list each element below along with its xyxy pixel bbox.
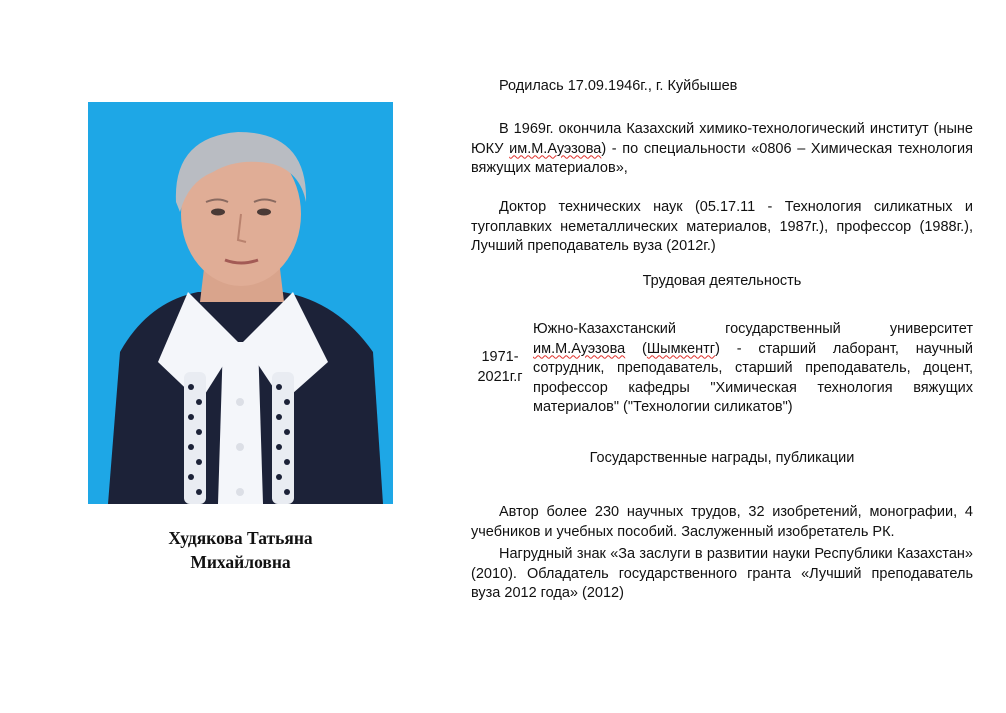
work-years bbox=[471, 348, 529, 387]
spellcheck-underlined-word: им.М.Ауэзова bbox=[533, 340, 626, 357]
work-description bbox=[533, 320, 973, 418]
birth-info: Родилась 17.09.1946г., г. Куйбышев bbox=[499, 78, 738, 94]
work-text-start: Южно-Казахстанский государственный университет bbox=[533, 321, 973, 337]
badges-info: Нагрудный знак «За заслуги в развитии науки Республики Казахстан» (2010). Обладатель государственного гранта «Лучший преподаватель вуза 2012 года» (2012) bbox=[471, 546, 973, 601]
education-text-start: В 1969г. окончила Казахский химико-технологический институт (ныне ЮКУ bbox=[471, 121, 973, 157]
work-years-end: 2021г.г bbox=[477, 368, 523, 385]
person-name-line2: Михайловна bbox=[190, 552, 291, 572]
education-info bbox=[471, 120, 973, 179]
portrait-photo bbox=[88, 102, 393, 504]
work-years-start: 1971- bbox=[481, 349, 519, 365]
education-text-end: ) - по специальности «0806 – Химическая технология вяжущих материалов», bbox=[471, 140, 974, 176]
spellcheck-underlined-word: им.М.Ауэзова bbox=[509, 140, 602, 157]
awards-heading: Государственные награды, публикации bbox=[589, 450, 855, 466]
portrait-illustration bbox=[88, 102, 393, 504]
person-name bbox=[88, 526, 393, 574]
work-text-end: ) - старший лаборант, научный сотрудник, преподаватель, старший преподаватель, доцент, профессор кафедры "Химическая технология вяжущих материалов" ("Технологии силикатов") bbox=[533, 340, 974, 415]
person-name-line1: Худякова Татьяна bbox=[168, 528, 313, 548]
work-entry bbox=[471, 318, 973, 428]
work-heading: Трудовая деятельность bbox=[642, 273, 802, 289]
spellcheck-underlined-word: Шымкентг bbox=[646, 340, 716, 357]
work-text-mid: ( bbox=[625, 340, 647, 357]
degree-info: Доктор технических наук (05.17.11 - Технология силикатных и тугоплавких неметаллических материалов, 1987г.), профессор (1988г.), Лучший преподаватель вуза (2012г.) bbox=[471, 199, 973, 254]
publications-info: Автор более 230 научных трудов, 32 изобретений, монографии, 4 учебников и учебных пособий. Заслуженный изобретатель РК. bbox=[471, 504, 973, 540]
